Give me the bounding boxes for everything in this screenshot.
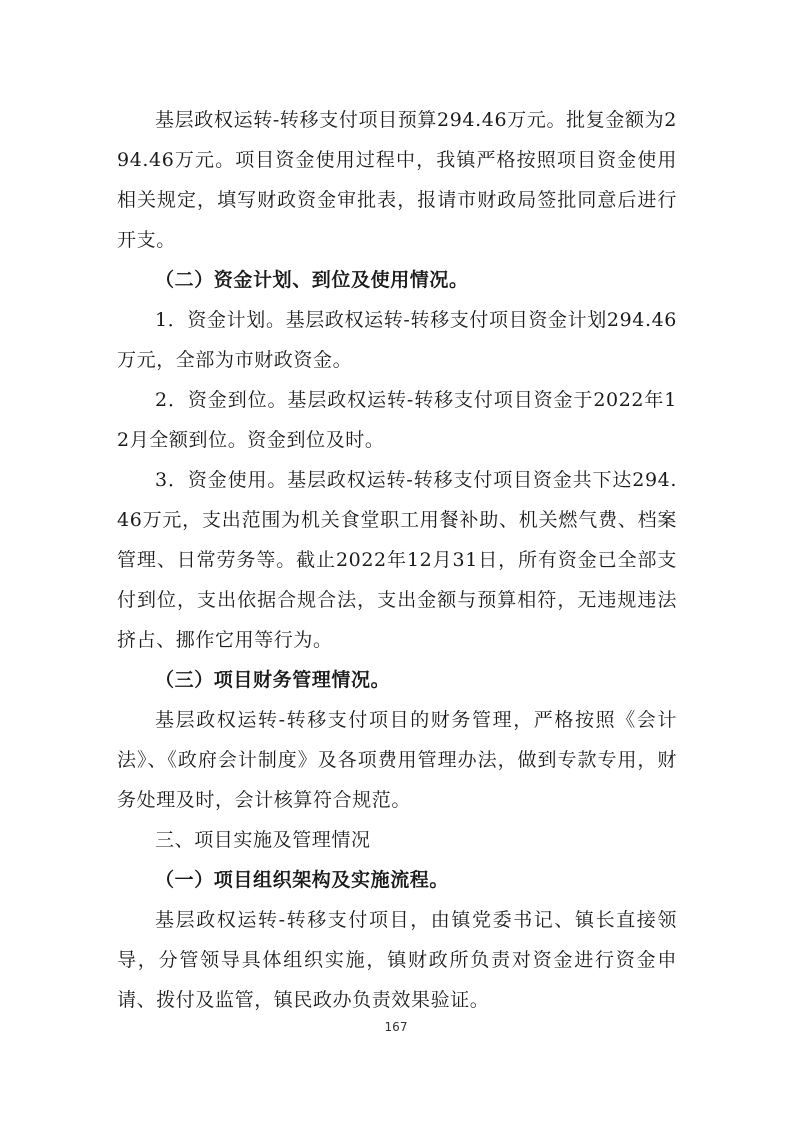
heading-organization-structure: （一）项目组织架构及实施流程。 — [155, 869, 450, 891]
paragraph-fund-arrival: 2．资金到位。基层政权运转-转移支付项目资金于2022年12月全额到位。资金到位及时。 — [117, 389, 677, 451]
paragraph-financial-management: 基层政权运转-转移支付项目的财务管理，严格按照《会计法》、《政府会计制度》及各项费用管理办法，做到专款专用，财务处理及时，会计核算符合规范。 — [117, 709, 677, 811]
paragraph-organization: 基层政权运转-转移支付项目，由镇党委书记、镇长直接领导，分管领导具体组织实施，镇财政所负责对资金进行资金申请、拨付及监管，镇民政办负责效果验证。 — [117, 909, 677, 1011]
heading-fund-plan-usage: （二）资金计划、到位及使用情况。 — [155, 269, 469, 291]
page-number: 167 — [384, 1020, 408, 1034]
section-title-implementation: 三、项目实施及管理情况 — [155, 829, 371, 851]
heading-financial-management: （三）项目财务管理情况。 — [155, 669, 391, 691]
document-body — [117, 100, 677, 1020]
paragraph-fund-usage: 3．资金使用。基层政权运转-转移支付项目资金共下达294.46万元，支出范围为机关食堂职工用餐补助、机关燃气费、档案管理、日常劳务等。截止2022年12月31日，所有资金已全部支付到位，支出依据合规合法，支出金额与预算相符，无违规违法挤占、挪作它用等行为。 — [117, 469, 677, 651]
paragraph-fund-plan: 1．资金计划。基层政权运转-转移支付项目资金计划294.46万元，全部为市财政资金。 — [117, 309, 677, 371]
paragraph-budget: 基层政权运转-转移支付项目预算294.46万元。批复金额为294.46万元。项目资金使用过程中，我镇严格按照项目资金使用相关规定，填写财政资金审批表，报请市财政局签批同意后进行开支。 — [117, 109, 677, 251]
